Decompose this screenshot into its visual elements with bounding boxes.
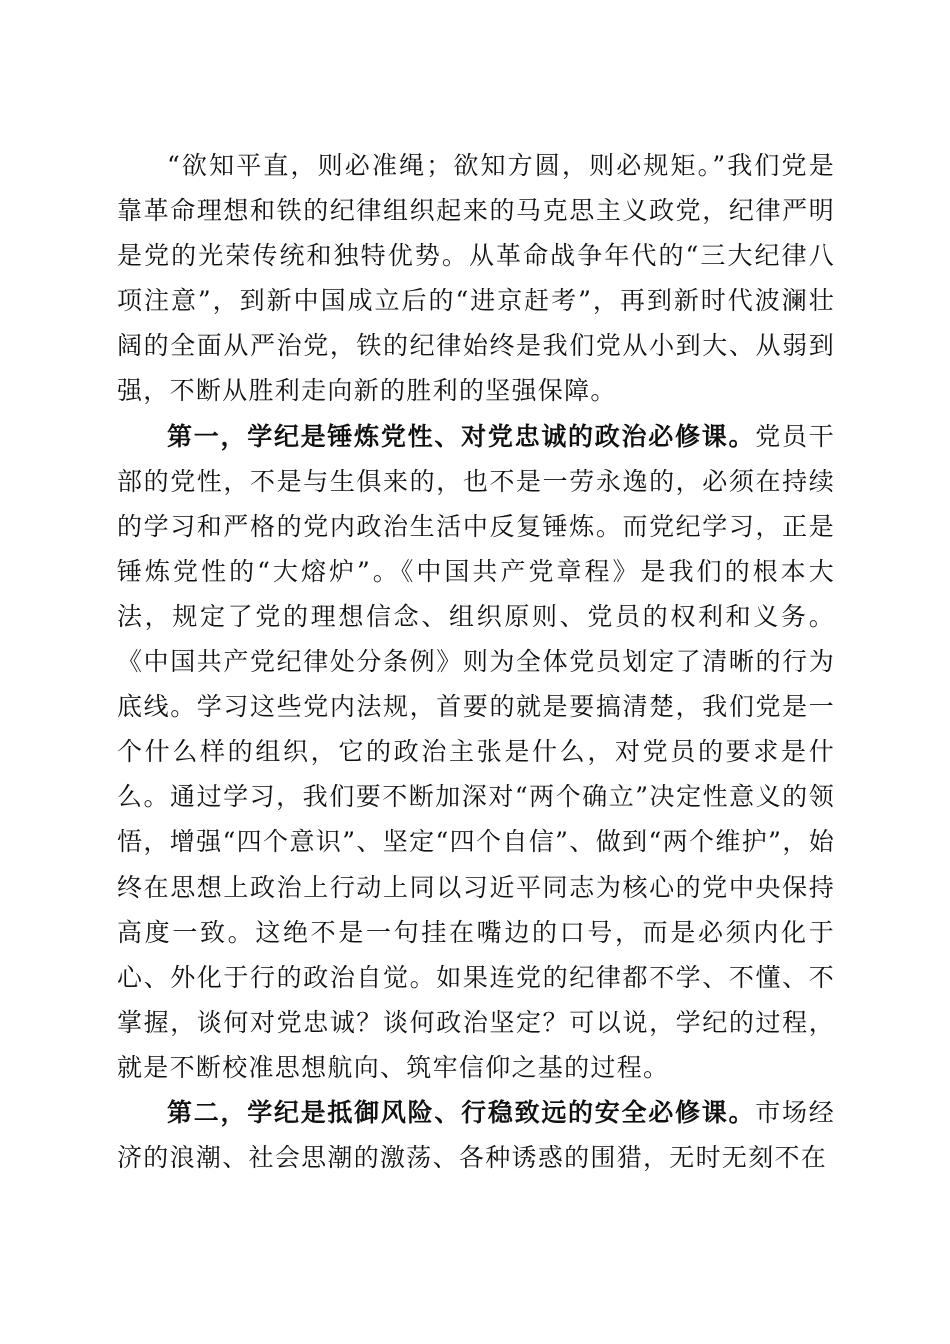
document-body	[117, 143, 835, 1180]
paragraph-first-point-text: 党员干部的党性，不是与生俱来的，也不是一劳永逸的，必须在持续的学习和严格的党内政治生活中反复锤炼。而党纪学习，正是锤炼党性的“大熔炉”。《中国共产党章程》是我们的根本大法，规定了党的理想信念、组织原则、党员的权利和义务。《中国共产党纪律处分条例》则为全体党员划定了清晰的行为底线。学习这些党内法规，首要的就是要搞清楚，我们党是一个什么样的组织，它的政治主张是什么，对党员的要求是什么。通过学习，我们要不断加深对“两个确立”决定性意义的领悟，增强“四个意识”、坚定“四个自信”、做到“两个维护”，始终在思想上政治上行动上同以习近平同志为核心的党中央保持高度一致。这绝不是一句挂在嘴边的口号，而是必须内化于心、外化于行的政治自觉。如果连党的纪律都不学、不懂、不掌握，谈何对党忠诚？谈何政治坚定？可以说，学纪的过程，就是不断校准思想航向、筑牢信仰之基的过程。	[117, 421, 835, 1082]
paragraph-first-point-heading: 第一，学纪是锤炼党性、对党忠诚的政治必修课。	[167, 421, 756, 451]
paragraph-first-point	[117, 414, 835, 1090]
paragraph-intro-text: “欲知平直，则必准绳；欲知方圆，则必规矩。”我们党是靠革命理想和铁的纪律组织起来的马克思主义政党，纪律严明是党的光荣传统和独特优势。从革命战争年代的“三大纪律八项注意”，到新中国成立后的“进京赶考”，再到新时代波澜壮阔的全面从严治党，铁的纪律始终是我们党从小到大、从弱到强，不断从胜利走向新的胜利的坚强保障。	[117, 151, 835, 406]
paragraph-second-point-text: 市场经济的浪潮、社会思潮的激荡、各种诱惑的围猎，无时无刻不在	[117, 1097, 835, 1173]
paragraph-second-point	[117, 1090, 835, 1180]
paragraph-second-point-heading: 第二，学纪是抵御风险、行稳致远的安全必修课。	[167, 1097, 756, 1127]
paragraph-intro	[117, 143, 835, 414]
